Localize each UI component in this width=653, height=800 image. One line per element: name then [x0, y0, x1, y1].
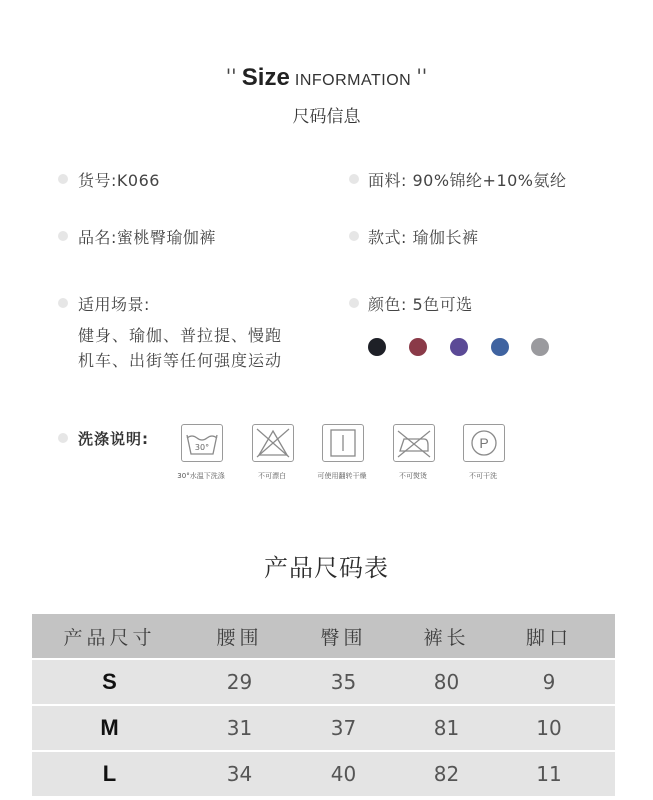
waist-cell: 29: [226, 670, 253, 694]
colors-label: 颜色: 5色可选: [368, 295, 473, 314]
header-size: 产品尺寸: [63, 626, 156, 649]
care-label-dry: 可使用翻转干燥: [317, 472, 367, 480]
bullet-dot-icon: [58, 174, 68, 184]
color-swatch-black[interactable]: [368, 338, 386, 356]
size-table-title: 产品尺码表: [264, 554, 389, 582]
care-label-wash: 30°水温下洗涤: [177, 472, 225, 480]
header-waist: 腰围: [216, 626, 263, 649]
size-word: Size: [241, 64, 290, 91]
bullet-dot-icon: [58, 231, 68, 241]
information-word: INFORMATION: [294, 72, 412, 89]
dryclean-letter: P: [479, 435, 489, 451]
hem-cell: 11: [536, 762, 562, 786]
table-row: [32, 658, 615, 704]
header-hip: 臀围: [320, 626, 367, 649]
size-cell: M: [100, 715, 119, 740]
hip-cell: 40: [330, 762, 357, 786]
color-swatch-purple[interactable]: [450, 338, 468, 356]
size-cell: L: [102, 761, 117, 786]
style-type: 款式: 瑜伽长裤: [368, 228, 479, 247]
color-swatch-blue[interactable]: [491, 338, 509, 356]
hip-cell: 37: [330, 716, 357, 740]
scenes-line-1: 健身、瑜伽、普拉提、慢跑: [78, 326, 283, 345]
care-label-no-iron: 不可熨烫: [399, 472, 427, 480]
wash-30-icon: [181, 424, 223, 462]
no-bleach-icon: [252, 424, 294, 462]
bullet-dot-icon: [349, 298, 359, 308]
care-label-no-bleach: 不可漂白: [258, 472, 286, 480]
size-table: [32, 614, 615, 796]
color-swatch-wine[interactable]: [409, 338, 427, 356]
product-name: 品名:蜜桃臀瑜伽裤: [78, 228, 216, 247]
length-cell: 80: [433, 670, 460, 694]
bullet-dot-icon: [349, 231, 359, 241]
scenes-line-2: 机车、出街等任何强度运动: [78, 351, 283, 370]
header-length: 裤长: [423, 626, 470, 649]
hip-cell: 35: [330, 670, 357, 694]
hem-cell: 10: [536, 716, 562, 740]
no-iron-icon: [393, 424, 435, 462]
length-cell: 82: [433, 762, 460, 786]
bullet-dot-icon: [349, 174, 359, 184]
scenes-label: 适用场景:: [78, 295, 150, 314]
size-cell: S: [102, 669, 117, 694]
bullet-dot-icon: [58, 298, 68, 308]
no-dryclean-icon: [463, 424, 505, 462]
close-quote: '': [416, 64, 428, 88]
page-subtitle: 尺码信息: [292, 107, 361, 127]
table-row: [32, 704, 615, 750]
fabric-composition: 面料: 90%锦纶+10%氨纶: [368, 171, 567, 190]
wash-temperature: 30°: [194, 443, 210, 452]
item-number: 货号:K066: [78, 171, 160, 190]
care-label-no-dryclean: 不可干洗: [469, 472, 497, 480]
header-hem: 脚口: [525, 626, 572, 649]
size-information-heading: [0, 64, 653, 92]
open-quote: '': [225, 64, 237, 88]
waist-cell: 34: [226, 762, 253, 786]
table-row: [32, 750, 615, 796]
hem-cell: 9: [542, 670, 556, 694]
line-dry-icon: [322, 424, 364, 462]
waist-cell: 31: [226, 716, 253, 740]
table-header-row: [32, 614, 615, 658]
washing-instructions-title: 洗涤说明:: [78, 430, 149, 448]
color-swatch-grey[interactable]: [531, 338, 549, 356]
bullet-dot-icon: [58, 433, 68, 443]
length-cell: 81: [433, 716, 460, 740]
